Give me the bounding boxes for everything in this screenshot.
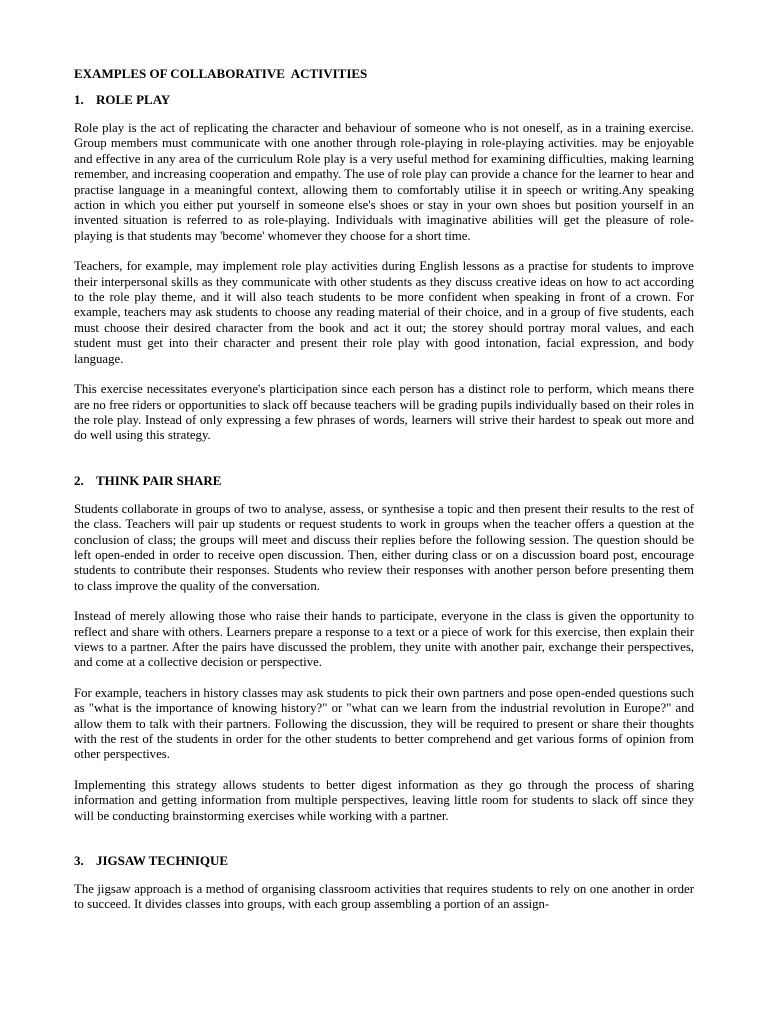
section-spacer (74, 839, 694, 853)
section-heading (74, 92, 694, 108)
section-role-play (74, 92, 694, 444)
paragraph: Students collaborate in groups of two to analyse, assess, or synthesise a topic and then present their results to the rest of the class. Teachers will pair up students or request students to work in groups when the teacher offers a question at the conclusion of class; the groups will meet and discuss their replies before the following session. The question should be left open-ended in order to receive open discussion. Then, either during class or on a discussion board post, encourage students to contribute their responses. Students who review their responses with another person before presenting them to class improve the quality of the conversation. (74, 501, 694, 593)
paragraph: The jigsaw approach is a method of organising classroom activities that requires students to rely on one another in order to succeed. It divides classes into groups, with each group assembling a portion of an assign- (74, 882, 694, 912)
paragraph: Role play is the act of replicating the character and behaviour of someone who is not oneself, as in a training exercise. Group members must communicate with one another through role-playing in role-playing activities. may be enjoyable and effective in any area of the curriculum Role play is a very useful method for examining difficulties, making learning remember, and increasing cooperation and empathy. The use of role play can provide a chance for the learner to hear and practise language in a meaningful context, allowing them to comfortably utilise it in speech or writing.Any speaking action in which you either put yourself in someone else's shoes or stay in your own shoes but position yourself in an invented situation is referred to as role-playing. Individuals with imaginative abilities will get the pleasure of role-playing is that students may 'become' whomever they choose for a short time. (74, 121, 694, 243)
section-number: 1. (74, 92, 84, 107)
paragraph: For example, teachers in history classes may ask students to pick their own partners and pose open-ended questions such as "what is the importance of knowing history?" or "what can we learn from the industrial revolution in Europe?" and allow them to talk with their partners. Following the discussion, they will be required to present or share their thoughts with the rest of the students in order for the other students to better comprehend and get various forms of opinion from other perspectives. (74, 685, 694, 762)
section-number: 3. (74, 853, 84, 869)
paragraph: Teachers, for example, may implement role play activities during English lessons as a practise for students to improve their interpersonal skills as they communicate with other students as they discuss creative ideas on how to act according to the role play theme, and it will also teach students to be more confident when speaking in front of a crown. For example, teachers may ask students to choose any reading material of their choice, and in a group of five students, each must choose their desired character from the book and act it out; the storey should portray moral values, and each student must get into their character and present their role play with good intonation, facial expression, and body language. (74, 259, 694, 366)
section-heading (74, 473, 694, 489)
paragraph: Implementing this strategy allows students to better digest information as they go through the process of sharing information and getting information from multiple perspectives, leaving little room for students to slack off since they will be conducting brainstorming exercises while working with a partner. (74, 777, 694, 823)
section-title: ROLE PLAY (96, 92, 171, 107)
section-jigsaw-technique (74, 853, 694, 913)
section-think-pair-share (74, 473, 694, 824)
paragraph: Instead of merely allowing those who raise their hands to participate, everyone in the class is given the opportunity to reflect and share with others. Learners prepare a response to a text or a piece of work for this exercise, then explain their views to a partner. After the pairs have discussed the problem, they unite with another pair, exchange their perspectives, and come at a collective decision or perspective. (74, 609, 694, 670)
section-title: JIGSAW TECHNIQUE (96, 853, 229, 869)
paragraph: This exercise necessitates everyone's plarticipation since each person has a distinct role to perform, which means there are no free riders or opportunities to slack off because teachers will be grading pupils individually based on their roles in the role play. Instead of only expressing a few phrases of words, learners will strive their hardest to speak out more and do well using this strategy. (74, 382, 694, 443)
section-number: 2. (74, 472, 84, 488)
section-spacer (74, 459, 694, 473)
document-title: EXAMPLES OF COLLABORATIVE ACTIVITIES (74, 66, 368, 81)
section-title: THINK PAIR SHARE (96, 472, 222, 488)
section-heading (74, 853, 694, 869)
